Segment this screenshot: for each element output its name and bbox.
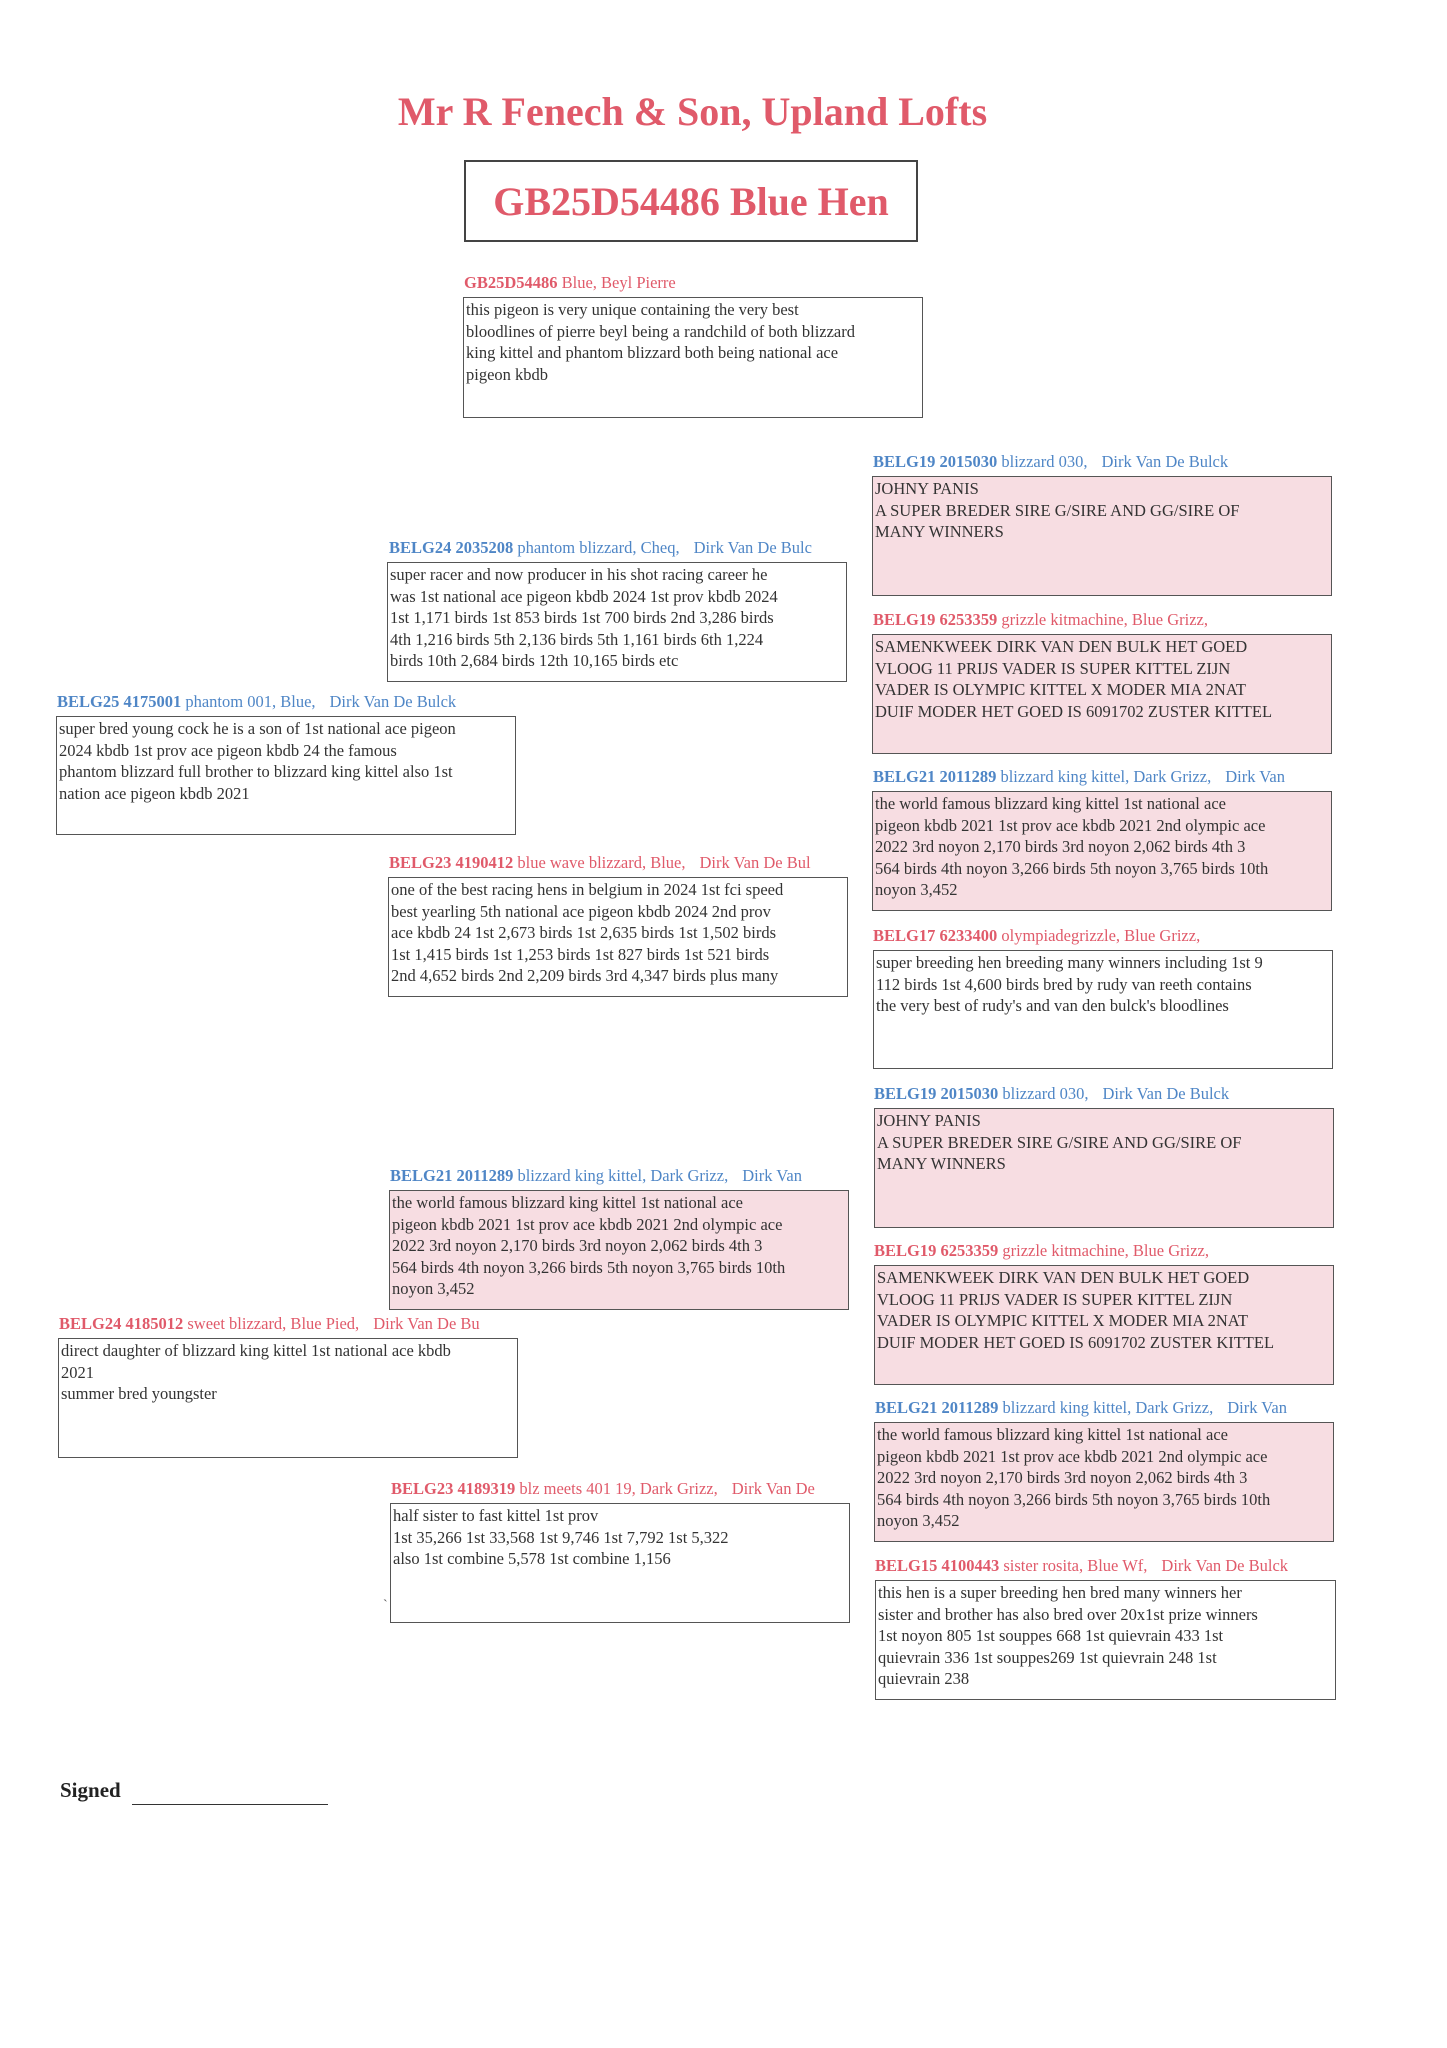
subject-header xyxy=(464,273,934,293)
dam-breeder: Dirk Van De Bu xyxy=(373,1314,480,1333)
note-line: quievrain 336 1st souppes269 1st quievrain 248 1st xyxy=(878,1647,1217,1667)
note-line: also 1st combine 5,578 1st combine 1,156 xyxy=(393,1549,671,1568)
note-line: 2022 3rd noyon 2,170 birds 3rd noyon 2,062 birds 4th 3 xyxy=(877,1468,1248,1487)
sd-card xyxy=(388,877,848,997)
note-line: one of the best racing hens in belgium in 2024 1st fci speed xyxy=(391,880,784,899)
sdd-info: olympiadegrizzle, Blue Grizz, xyxy=(997,926,1201,945)
sire-breeder: Dirk Van De Bulck xyxy=(329,692,457,711)
note-line: pigeon kbdb 2021 1st prov ace kbdb 2021 2nd olympic ace xyxy=(877,1446,1268,1466)
sdd-ring: BELG17 6233400 xyxy=(873,926,998,945)
sds-card xyxy=(872,791,1332,911)
note-line: best yearling 5th national ace pigeon kbdb 2024 2nd prov xyxy=(391,901,771,921)
dss-breeder: Dirk Van De Bulck xyxy=(1102,1084,1230,1103)
note-line: 1st 35,266 1st 33,568 1st 9,746 1st 7,792 1st 5,322 xyxy=(393,1527,729,1547)
ss-breeder: Dirk Van De Bulc xyxy=(693,538,812,557)
ddd-breeder: Dirk Van De Bulck xyxy=(1161,1556,1289,1575)
dd-card xyxy=(390,1503,850,1623)
note-line: summer bred youngster xyxy=(61,1384,217,1403)
note-line: SAMENKWEEK DIRK VAN DEN BULK HET GOED xyxy=(875,637,1248,656)
note-line: quievrain 238 xyxy=(878,1669,970,1688)
dsd-header xyxy=(874,1241,1354,1261)
note-line: 1st 1,415 birds 1st 1,253 birds 1st 827 birds 1st 521 birds xyxy=(391,944,770,964)
note-line: pigeon kbdb xyxy=(466,364,549,384)
dds-breeder: Dirk Van xyxy=(1227,1398,1287,1417)
ss-ring: BELG24 2035208 xyxy=(389,538,514,557)
note-line: DUIF MODER HET GOED IS 6091702 ZUSTER KITTEL xyxy=(877,1332,1275,1352)
dsd-info: grizzle kitmachine, Blue Grizz, xyxy=(998,1241,1209,1260)
ss-header xyxy=(389,538,871,558)
ddd-info: sister rosita, Blue Wf, xyxy=(999,1556,1148,1575)
subject-info: Blue, Beyl Pierre xyxy=(557,273,676,292)
sds-header xyxy=(873,767,1383,787)
sire-header xyxy=(57,692,517,712)
dss-header xyxy=(874,1084,1354,1104)
ddd-header xyxy=(875,1556,1355,1576)
dsd-ring: BELG19 6253359 xyxy=(874,1241,999,1260)
sss-info: blizzard 030, xyxy=(997,452,1088,471)
note-line: half sister to fast kittel 1st prov xyxy=(393,1506,599,1525)
sds-breeder: Dirk Van xyxy=(1225,767,1285,786)
sdd-card xyxy=(873,950,1333,1069)
sss-header xyxy=(873,452,1353,472)
note-line: noyon 3,452 xyxy=(392,1279,475,1298)
note-line: pigeon kbdb 2021 1st prov ace kbdb 2021 2nd olympic ace xyxy=(392,1214,783,1234)
signature-line xyxy=(132,1804,328,1805)
note-line: this hen is a super breeding hen bred many winners her xyxy=(878,1583,1242,1602)
note-line: sister and brother has also bred over 20x1st prize winners xyxy=(878,1604,1258,1624)
note-line: 2022 3rd noyon 2,170 birds 3rd noyon 2,062 birds 4th 3 xyxy=(875,837,1246,856)
ss-info: phantom blizzard, Cheq, xyxy=(513,538,680,557)
sds-ring: BELG21 2011289 xyxy=(873,767,997,786)
note-line: 2022 3rd noyon 2,170 birds 3rd noyon 2,062 birds 4th 3 xyxy=(392,1236,763,1255)
note-line: 2nd 4,652 birds 2nd 2,209 birds 3rd 4,347 birds plus many xyxy=(391,966,779,985)
note-line: MANY WINNERS xyxy=(877,1154,1006,1173)
note-line: JOHNY PANIS xyxy=(877,1111,981,1130)
note-line: VADER IS OLYMPIC KITTEL X MODER MIA 2NAT xyxy=(877,1311,1248,1330)
note-line: MANY WINNERS xyxy=(875,522,1004,541)
dss-info: blizzard 030, xyxy=(998,1084,1089,1103)
sss-ring: BELG19 2015030 xyxy=(873,452,998,471)
dds-ring: BELG21 2011289 xyxy=(875,1398,999,1417)
note-line: 1st noyon 805 1st souppes 668 1st quievrain 433 1st xyxy=(878,1626,1224,1645)
note-line: SAMENKWEEK DIRK VAN DEN BULK HET GOED xyxy=(877,1268,1250,1287)
note-line: super breeding hen breeding many winners including 1st 9 xyxy=(876,953,1263,972)
dam-header xyxy=(59,1314,539,1334)
sire-ring: BELG25 4175001 xyxy=(57,692,182,711)
ssd-card xyxy=(872,634,1332,754)
sss-card xyxy=(872,476,1332,596)
dd-ring: BELG23 4189319 xyxy=(391,1479,516,1498)
note-line: DUIF MODER HET GOED IS 6091702 ZUSTER KITTEL xyxy=(875,701,1273,721)
note-line: noyon 3,452 xyxy=(875,880,958,899)
note-line: 1st 1,171 birds 1st 853 birds 1st 700 birds 2nd 3,286 birds xyxy=(390,608,774,627)
dd-header xyxy=(391,1479,874,1499)
note-line: 4th 1,216 birds 5th 2,136 birds 5th 1,161 birds 6th 1,224 xyxy=(390,629,764,649)
ds-ring: BELG21 2011289 xyxy=(390,1166,514,1185)
note-line: super racer and now producer in his shot racing career he xyxy=(390,565,768,584)
note-line: the very best of rudy's and van den bulck's bloodlines xyxy=(876,996,1229,1015)
ring-title-box xyxy=(464,160,918,242)
note-line: birds 10th 2,684 birds 12th 10,165 birds etc xyxy=(390,651,679,670)
ss-card xyxy=(387,562,847,682)
dss-card xyxy=(874,1108,1334,1228)
dsd-card xyxy=(874,1265,1334,1385)
ssd-info: grizzle kitmachine, Blue Grizz, xyxy=(997,610,1208,629)
note-line: king kittel and phantom blizzard both being national ace xyxy=(466,343,839,362)
sdd-header xyxy=(873,926,1353,946)
dam-info: sweet blizzard, Blue Pied, xyxy=(183,1314,360,1333)
ddd-card xyxy=(875,1580,1336,1700)
note-line: JOHNY PANIS xyxy=(875,479,979,498)
note-line: 112 birds 1st 4,600 birds bred by rudy van reeth contains xyxy=(876,974,1252,994)
ddd-ring: BELG15 4100443 xyxy=(875,1556,1000,1575)
note-line: VLOOG 11 PRIJS VADER IS SUPER KITTEL ZIJN xyxy=(877,1289,1233,1309)
note-line: this pigeon is very unique containing the very best xyxy=(466,300,799,319)
stray-mark: ` xyxy=(383,1598,388,1613)
note-line: the world famous blizzard king kittel 1st national ace xyxy=(875,794,1226,813)
note-line: nation ace pigeon kbdb 2021 xyxy=(59,783,250,803)
sds-info: blizzard king kittel, Dark Grizz, xyxy=(996,767,1212,786)
sss-breeder: Dirk Van De Bulck xyxy=(1101,452,1229,471)
dss-ring: BELG19 2015030 xyxy=(874,1084,999,1103)
signed-label: Signed xyxy=(60,1778,121,1802)
dam-card xyxy=(58,1338,518,1458)
note-line: phantom blizzard full brother to blizzard king kittel also 1st xyxy=(59,762,453,781)
ring-title: GB25D54486 Blue Hen xyxy=(493,178,889,224)
ds-info: blizzard king kittel, Dark Grizz, xyxy=(513,1166,729,1185)
dd-breeder: Dirk Van De xyxy=(731,1479,815,1498)
loft-title: Mr R Fenech & Son, Upland Lofts xyxy=(397,89,988,134)
note-line: A SUPER BREDER SIRE G/SIRE AND GG/SIRE OF xyxy=(875,500,1240,520)
subject-ring: GB25D54486 xyxy=(464,273,558,292)
note-line: 2024 kbdb 1st prov ace pigeon kbdb 24 the famous xyxy=(59,740,397,760)
note-line: the world famous blizzard king kittel 1st national ace xyxy=(392,1193,743,1212)
note-line: noyon 3,452 xyxy=(877,1511,960,1530)
dds-header xyxy=(875,1398,1385,1418)
ds-header xyxy=(390,1166,865,1186)
ssd-ring: BELG19 6253359 xyxy=(873,610,998,629)
sire-card xyxy=(56,716,516,835)
note-line: ace kbdb 24 1st 2,673 birds 1st 2,635 birds 1st 1,502 birds xyxy=(391,923,776,942)
note-line: 564 birds 4th noyon 3,266 birds 5th noyon 3,765 birds 10th xyxy=(875,858,1269,878)
note-line: VADER IS OLYMPIC KITTEL X MODER MIA 2NAT xyxy=(875,680,1246,699)
subject-card xyxy=(463,297,923,418)
note-line: 564 birds 4th noyon 3,266 birds 5th noyon 3,765 birds 10th xyxy=(877,1489,1271,1509)
dd-info: blz meets 401 19, Dark Grizz, xyxy=(515,1479,718,1498)
note-line: the world famous blizzard king kittel 1st national ace xyxy=(877,1425,1228,1444)
note-line: 564 birds 4th noyon 3,266 birds 5th noyon 3,765 birds 10th xyxy=(392,1257,786,1277)
ds-breeder: Dirk Van xyxy=(742,1166,802,1185)
note-line: pigeon kbdb 2021 1st prov ace kbdb 2021 2nd olympic ace xyxy=(875,815,1266,835)
note-line: bloodlines of pierre beyl being a randchild of both blizzard xyxy=(466,321,855,341)
note-line: super bred young cock he is a son of 1st national ace pigeon xyxy=(59,719,456,738)
dds-card xyxy=(874,1422,1334,1542)
sire-info: phantom 001, Blue, xyxy=(181,692,316,711)
ssd-header xyxy=(873,610,1353,630)
note-line: A SUPER BREDER SIRE G/SIRE AND GG/SIRE OF xyxy=(877,1132,1242,1152)
sd-info: blue wave blizzard, Blue, xyxy=(513,853,686,872)
note-line: VLOOG 11 PRIJS VADER IS SUPER KITTEL ZIJN xyxy=(875,658,1231,678)
ds-card xyxy=(389,1190,849,1310)
sd-breeder: Dirk Van De Bul xyxy=(699,853,811,872)
dds-info: blizzard king kittel, Dark Grizz, xyxy=(998,1398,1214,1417)
dam-ring: BELG24 4185012 xyxy=(59,1314,184,1333)
note-line: direct daughter of blizzard king kittel 1st national ace kbdb xyxy=(61,1341,451,1360)
sd-header xyxy=(389,853,869,873)
sd-ring: BELG23 4190412 xyxy=(389,853,514,872)
note-line: was 1st national ace pigeon kbdb 2024 1st prov kbdb 2024 xyxy=(390,586,778,606)
note-line: 2021 xyxy=(61,1362,94,1382)
